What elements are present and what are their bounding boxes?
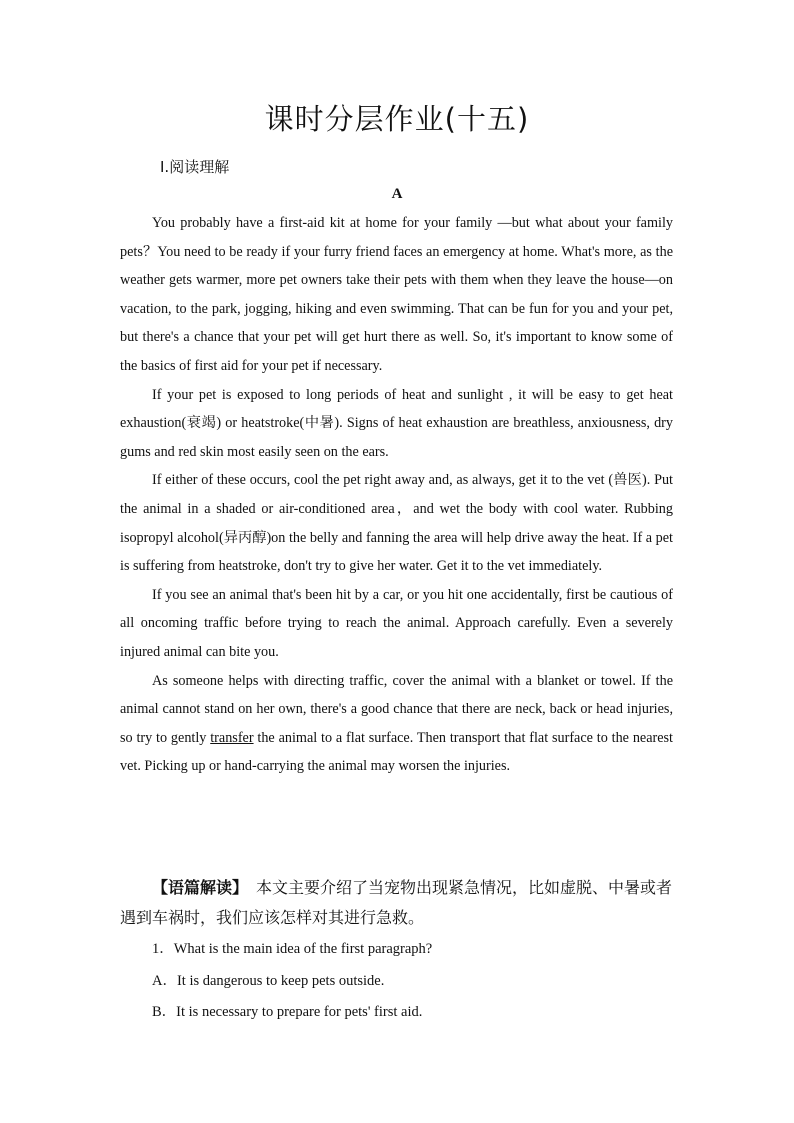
paragraph-5-end: the animal to a flat surface. Then transport that flat surface to the nearest vet. Picking up or hand-carrying the animal may worsen the injuries. [120,729,673,775]
section-label: Ⅰ.阅读理解 [160,158,230,176]
paragraph-5 [120,667,673,781]
paragraph-3: If either of these occurs, cool the pet right away and, as always, get it to the vet (兽医). Put the animal in a shaded or air-conditioned area，and wet the body with cool water. Rubbing isopropyl alcohol(异丙醇)on the belly and fanning the area will help drive away the heat. If a pet is suffering from heatstroke, don't try to give her water. Get it to the vet immediately. [120,472,673,575]
analysis-tag: 【语篇解读】 [152,878,241,897]
underlined-word: transfer [210,729,254,746]
analysis-text: 本文主要介绍了当宠物出现紧急情况，比如虚脱、中暑或者遇到车祸时，我们应该怎样对其进行急救。 [120,878,673,927]
paragraph-1: You probably have a first-aid kit at home for your family —but what about your family pets？You need to be ready if your furry friend faces an emergency at home. What's more, as the weather gets warmer, more pet owners take their pets with them when they leave the house—on vacation, to the park, jogging, hiking and even swimming. That can be fun for you and your pet, but there's a chance that your pet will get hurt there as well. So, it's important to know some of the basics of first aid for your pet if necessary. [120,215,673,374]
passage-label: A [391,186,403,202]
question-1-stem: 1．What is the main idea of the first paragraph? [152,941,433,957]
passage-body [120,209,673,781]
paragraph-2: If your pet is exposed to long periods of heat and sunlight , it will be easy to get heat exhaustion(衰竭) or heatstroke(中暑). Signs of heat exhaustion are breathless, anxiousness, dry gums and red skin most easily seen on the ears. [120,386,673,460]
question-1-option-b: B．It is necessary to prepare for pets' first aid. [152,1004,423,1020]
paragraph-4: If you see an animal that's been hit by a car, or you hit one accidentally, first be cautious of all oncoming traffic before trying to reach the animal. Approach carefully. Even a severely injured animal can bite you. [120,586,673,660]
question-1-option-a: A．It is dangerous to keep pets outside. [152,973,385,989]
passage-analysis [120,873,673,933]
page-title: 课时分层作业(十五) [264,102,530,136]
paragraph-5-start: As someone helps with directing traffic, cover the animal with a blanket or towel. If the animal cannot stand on her own, there's a good chance that there are neck, back or head injuries, so try to gently [120,672,673,746]
